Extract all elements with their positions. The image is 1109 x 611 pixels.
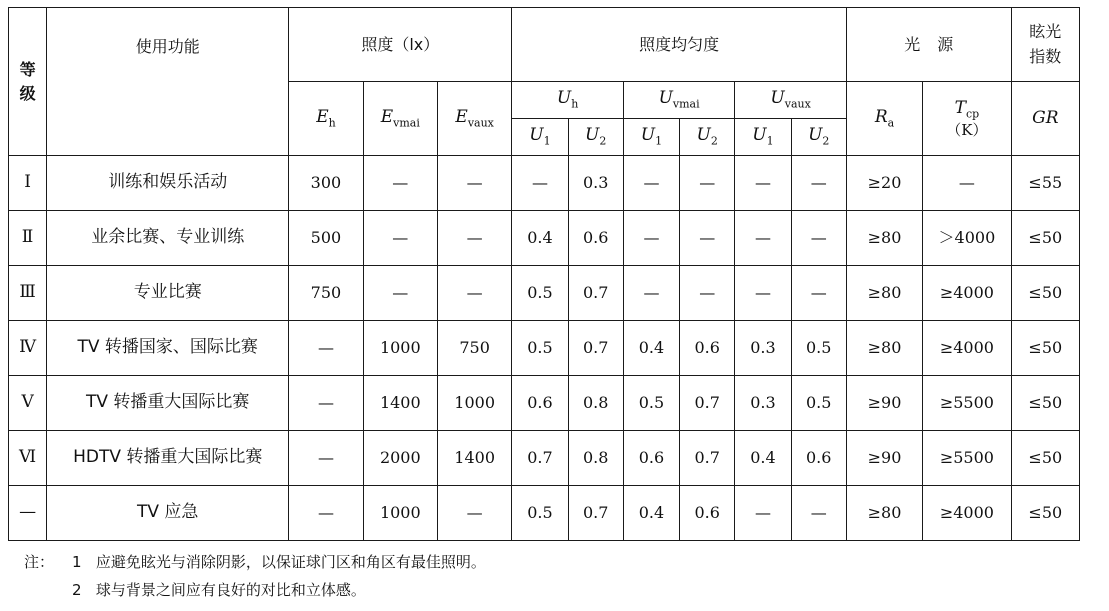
note-text: 球与背景之间应有良好的对比和立体感。	[95, 581, 366, 599]
cell-evmai: 1000	[363, 321, 437, 376]
header-ra: $R_a$	[846, 82, 922, 156]
header-eh: $E_h$	[289, 82, 363, 156]
cell-uh-u1: 0.7	[512, 431, 568, 486]
notes-prefix: 注：	[24, 553, 55, 571]
cell-grade: Ⅵ	[9, 431, 47, 486]
header-illuminance: 照度（lx）	[289, 8, 512, 82]
cell-grade: Ⅱ	[9, 211, 47, 266]
cell-uvmai-u2: —	[680, 266, 735, 321]
cell-grade: Ⅰ	[9, 156, 47, 211]
cell-ra: ≥80	[846, 211, 922, 266]
header-uniformity: 照度均匀度	[512, 8, 847, 82]
cell-grade: —	[9, 486, 47, 541]
cell-grade: Ⅴ	[9, 376, 47, 431]
cell-eh: 300	[289, 156, 363, 211]
cell-uvaux-u2: —	[791, 156, 846, 211]
cell-evmai: —	[363, 156, 437, 211]
cell-ra: ≥80	[846, 266, 922, 321]
table-row	[9, 211, 1080, 266]
cell-evmai: —	[363, 211, 437, 266]
cell-uvaux-u2: —	[791, 266, 846, 321]
cell-uh-u2: 0.8	[568, 376, 623, 431]
cell-evaux: 1400	[437, 431, 511, 486]
cell-gr: ≤50	[1011, 486, 1079, 541]
table-row	[9, 376, 1080, 431]
header-uh-u1: $U_1$	[512, 119, 568, 156]
cell-tcp: —	[923, 156, 1011, 211]
cell-uh-u2: 0.8	[568, 431, 623, 486]
cell-eh: —	[289, 321, 363, 376]
cell-uh-u1: 0.6	[512, 376, 568, 431]
cell-evaux: —	[437, 486, 511, 541]
cell-uh-u1: 0.5	[512, 321, 568, 376]
cell-uvmai-u1: —	[623, 156, 679, 211]
cell-uvmai-u2: 0.6	[680, 486, 735, 541]
cell-gr: ≤55	[1011, 156, 1079, 211]
cell-evmai: 1400	[363, 376, 437, 431]
cell-gr: ≤50	[1011, 431, 1079, 486]
cell-uvmai-u1: 0.4	[623, 321, 679, 376]
cell-evaux: —	[437, 211, 511, 266]
cell-function: TV 转播重大国际比赛	[47, 376, 289, 431]
cell-tcp: ＞4000	[923, 211, 1011, 266]
cell-eh: 750	[289, 266, 363, 321]
header-uvaux: $U_{vaux}$	[735, 82, 847, 119]
header-tcp-unit: （K）	[946, 120, 988, 139]
cell-evmai: 2000	[363, 431, 437, 486]
cell-gr: ≤50	[1011, 321, 1079, 376]
cell-uh-u1: 0.5	[512, 486, 568, 541]
header-glare: 眩光指数	[1011, 8, 1079, 82]
cell-ra: ≥90	[846, 376, 922, 431]
table-row	[9, 486, 1080, 541]
cell-evmai: —	[363, 266, 437, 321]
cell-uvmai-u2: —	[680, 211, 735, 266]
cell-tcp: ≥4000	[923, 321, 1011, 376]
table-row	[9, 266, 1080, 321]
cell-grade: Ⅳ	[9, 321, 47, 376]
header-uh: $U_h$	[512, 82, 624, 119]
cell-uvmai-u2: 0.7	[680, 376, 735, 431]
cell-uvmai-u1: —	[623, 211, 679, 266]
header-uvaux-u1: $U_1$	[735, 119, 791, 156]
cell-uvmai-u2: 0.7	[680, 431, 735, 486]
cell-uvaux-u1: 0.3	[735, 321, 791, 376]
cell-uvaux-u1: —	[735, 266, 791, 321]
cell-evaux: —	[437, 156, 511, 211]
cell-uvaux-u2: 0.6	[791, 431, 846, 486]
cell-function: TV 应急	[47, 486, 289, 541]
header-light-source: 光 源	[846, 8, 1011, 82]
cell-uh-u2: 0.7	[568, 321, 623, 376]
cell-uvmai-u2: —	[680, 156, 735, 211]
cell-uvmai-u2: 0.6	[680, 321, 735, 376]
table-row	[9, 431, 1080, 486]
table-row	[9, 321, 1080, 376]
cell-uvmai-u1: 0.6	[623, 431, 679, 486]
lighting-standard-table	[8, 7, 1080, 541]
cell-uvaux-u1: —	[735, 486, 791, 541]
notes-section	[24, 548, 486, 604]
cell-evaux: 750	[437, 321, 511, 376]
cell-uh-u1: 0.4	[512, 211, 568, 266]
header-evmai: $E_{vmai}$	[363, 82, 437, 156]
cell-function: TV 转播国家、国际比赛	[47, 321, 289, 376]
note-number: 1	[72, 553, 82, 571]
cell-uvaux-u1: —	[735, 156, 791, 211]
header-uvmai-u1: $U_1$	[623, 119, 679, 156]
table-row	[9, 156, 1080, 211]
note-text: 应避免眩光与消除阴影，以保证球门区和角区有最佳照明。	[95, 553, 486, 571]
cell-uvmai-u1: —	[623, 266, 679, 321]
cell-uvaux-u1: 0.4	[735, 431, 791, 486]
header-uh-u2: $U_2$	[568, 119, 623, 156]
cell-eh: —	[289, 486, 363, 541]
header-uvmai: $U_{vmai}$	[623, 82, 735, 119]
cell-uh-u2: 0.3	[568, 156, 623, 211]
cell-uvaux-u2: 0.5	[791, 376, 846, 431]
cell-gr: ≤50	[1011, 211, 1079, 266]
cell-uvaux-u1: —	[735, 211, 791, 266]
table-body	[9, 156, 1080, 541]
cell-ra: ≥90	[846, 431, 922, 486]
header-grade: 等级	[9, 8, 47, 156]
cell-ra: ≥20	[846, 156, 922, 211]
cell-tcp: ≥5500	[923, 376, 1011, 431]
header-gr: GR	[1011, 82, 1079, 156]
cell-function: 业余比赛、专业训练	[47, 211, 289, 266]
note-line-2	[24, 576, 486, 604]
header-evaux: $E_{vaux}$	[437, 82, 511, 156]
cell-gr: ≤50	[1011, 376, 1079, 431]
cell-function: HDTV 转播重大国际比赛	[47, 431, 289, 486]
header-tcp: $T_{cp}$ （K）	[923, 82, 1011, 156]
cell-uh-u1: —	[512, 156, 568, 211]
note-line-1	[24, 548, 486, 576]
cell-eh: —	[289, 431, 363, 486]
cell-tcp: ≥5500	[923, 431, 1011, 486]
cell-ra: ≥80	[846, 321, 922, 376]
cell-uh-u1: 0.5	[512, 266, 568, 321]
header-function: 使用功能	[47, 8, 289, 156]
cell-uvmai-u1: 0.4	[623, 486, 679, 541]
cell-uvaux-u2: —	[791, 486, 846, 541]
cell-evmai: 1000	[363, 486, 437, 541]
cell-uh-u2: 0.7	[568, 266, 623, 321]
cell-evaux: 1000	[437, 376, 511, 431]
cell-uvaux-u1: 0.3	[735, 376, 791, 431]
cell-function: 专业比赛	[47, 266, 289, 321]
cell-tcp: ≥4000	[923, 266, 1011, 321]
cell-eh: 500	[289, 211, 363, 266]
cell-uh-u2: 0.7	[568, 486, 623, 541]
cell-uvaux-u2: —	[791, 211, 846, 266]
cell-uvaux-u2: 0.5	[791, 321, 846, 376]
header-uvmai-u2: $U_2$	[680, 119, 735, 156]
cell-ra: ≥80	[846, 486, 922, 541]
cell-function: 训练和娱乐活动	[47, 156, 289, 211]
cell-evaux: —	[437, 266, 511, 321]
header-uvaux-u2: $U_2$	[791, 119, 846, 156]
cell-eh: —	[289, 376, 363, 431]
note-number: 2	[72, 581, 82, 599]
cell-gr: ≤50	[1011, 266, 1079, 321]
cell-uh-u2: 0.6	[568, 211, 623, 266]
cell-grade: Ⅲ	[9, 266, 47, 321]
cell-tcp: ≥4000	[923, 486, 1011, 541]
cell-uvmai-u1: 0.5	[623, 376, 679, 431]
